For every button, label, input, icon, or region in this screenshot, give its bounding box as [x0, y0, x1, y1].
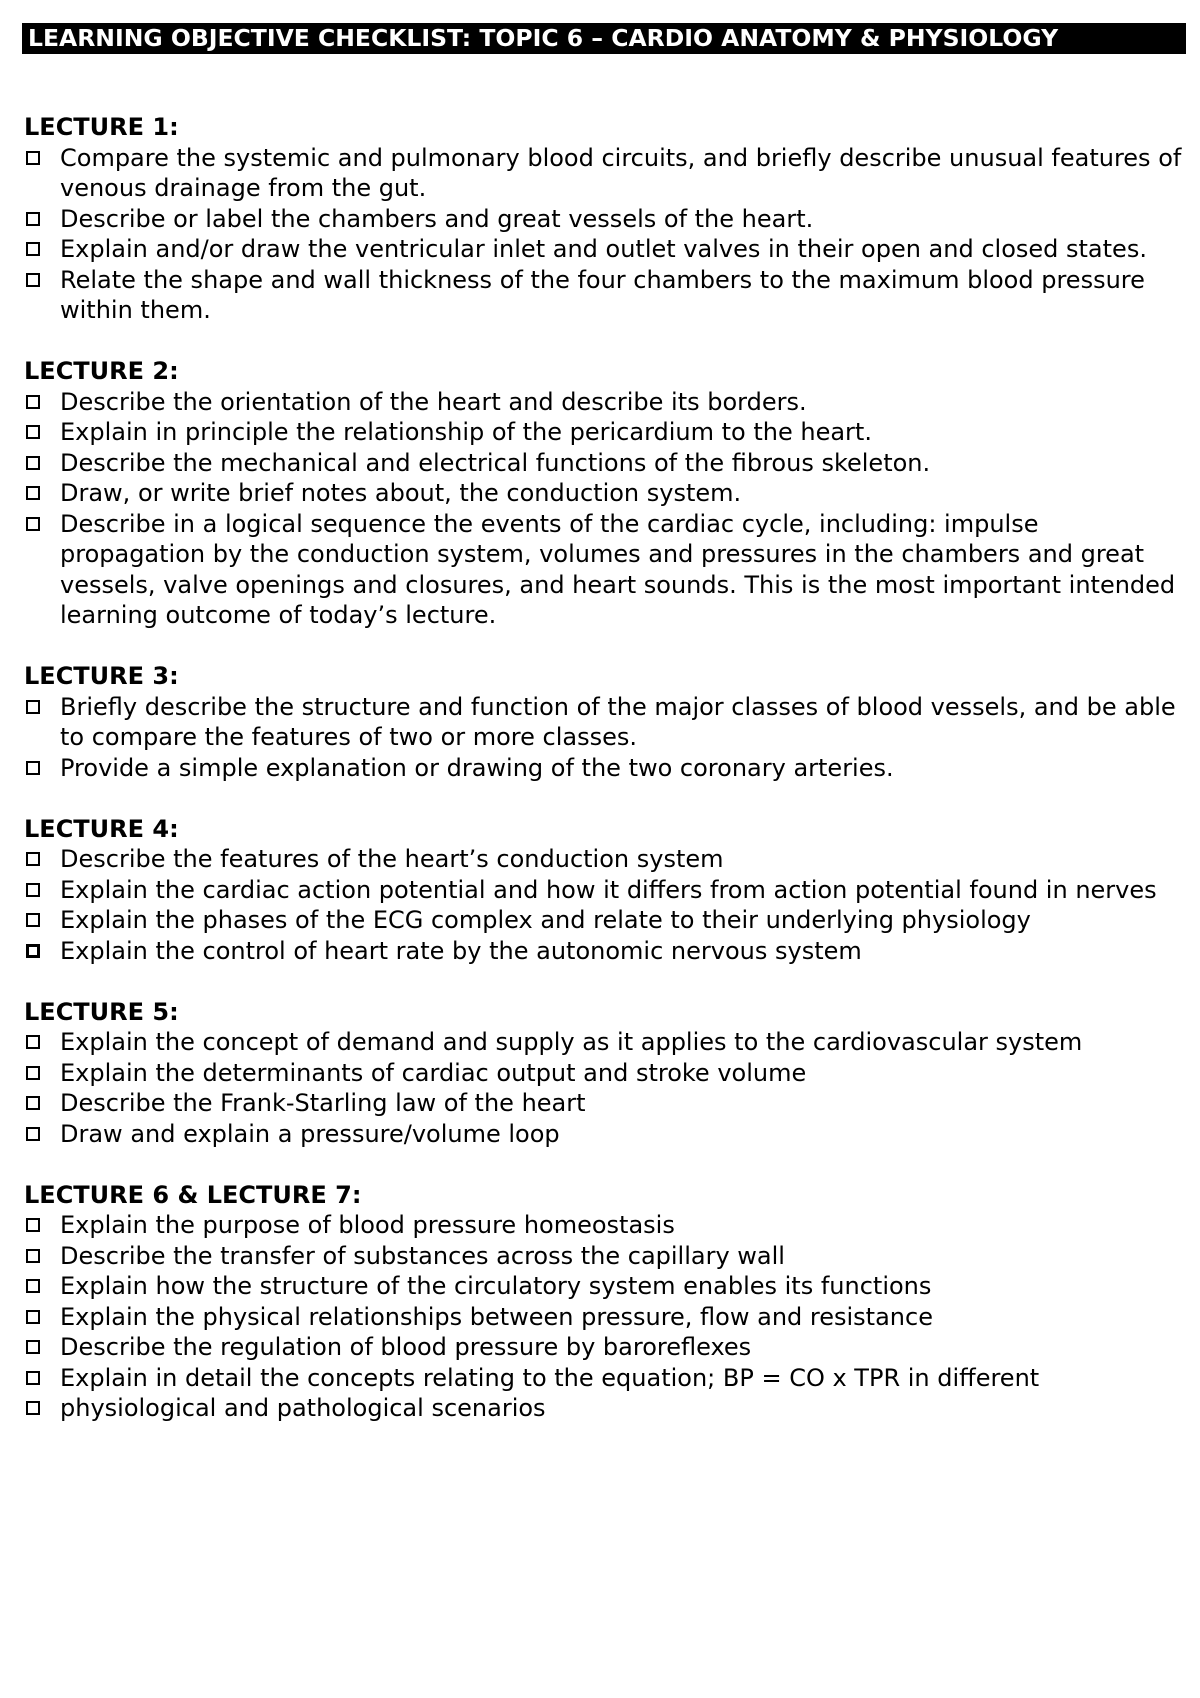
objective-text: Briefly describe the structure and function of the major classes of blood vessels, and be able to compare the features of two or more classes.: [60, 692, 1176, 751]
objective-item: [24, 1088, 1184, 1119]
checkbox-icon[interactable]: [26, 1066, 40, 1080]
objective-item: [24, 936, 1184, 967]
objective-text: Explain in principle the relationship of the pericardium to the heart.: [60, 418, 872, 446]
objective-item: [24, 753, 1184, 784]
objective-item: [24, 1271, 1184, 1302]
objective-text: Explain how the structure of the circulatory system enables its functions: [60, 1272, 932, 1300]
objective-text: Draw, or write brief notes about, the conduction system.: [60, 479, 742, 507]
objective-text: Explain the purpose of blood pressure homeostasis: [60, 1211, 675, 1239]
objective-text: Describe the orientation of the heart and describe its borders.: [60, 387, 807, 416]
objective-list: [24, 387, 1184, 631]
objective-text: Describe the Frank-Starling law of the heart: [60, 1089, 586, 1117]
objective-list: [24, 1027, 1184, 1149]
checkbox-icon[interactable]: [26, 1371, 40, 1385]
objective-item: [24, 1210, 1184, 1241]
objective-list: [24, 143, 1184, 326]
objective-text: Explain and/or draw the ventricular inlet and outlet valves in their open and closed states.: [60, 235, 1147, 263]
objective-item: [24, 1119, 1184, 1150]
objective-item: [24, 417, 1184, 448]
objective-item: [24, 1058, 1184, 1089]
checkbox-icon[interactable]: [26, 1340, 40, 1354]
objective-item: [24, 1393, 1184, 1424]
checkbox-icon[interactable]: [26, 761, 40, 775]
objective-item: [24, 509, 1184, 631]
objective-item: [24, 844, 1184, 875]
checkbox-icon[interactable]: [26, 1127, 40, 1141]
checkbox-icon[interactable]: [26, 1218, 40, 1232]
lecture-section: [24, 997, 1184, 1150]
section-heading: LECTURE 4:: [24, 814, 179, 843]
objective-text: Explain the phases of the ECG complex and relate to their underlying physiology: [60, 906, 1031, 934]
checkbox-icon[interactable]: [26, 212, 40, 226]
objective-text: Explain the concept of demand and supply as it applies to the cardiovascular system: [60, 1028, 1083, 1056]
objective-list: [24, 844, 1184, 966]
lecture-section: [24, 112, 1184, 326]
objective-item: [24, 875, 1184, 906]
objective-item: [24, 692, 1184, 753]
section-heading: LECTURE 3:: [24, 662, 179, 690]
checkbox-icon[interactable]: [26, 852, 40, 866]
checkbox-icon[interactable]: [26, 883, 40, 897]
objective-item: [24, 905, 1184, 936]
objective-text: Provide a simple explanation or drawing of the two coronary arteries.: [60, 753, 894, 782]
objective-item: [24, 265, 1184, 326]
section-heading: LECTURE 2:: [24, 357, 179, 385]
objective-item: [24, 478, 1184, 509]
objective-text: Explain in detail the concepts relating to the equation; BP = CO x TPR in different: [60, 1363, 1040, 1392]
checkbox-icon[interactable]: [26, 151, 40, 165]
objective-text: Relate the shape and wall thickness of the four chambers to the maximum blood pressure within them.: [60, 265, 1145, 324]
objective-text: Describe the mechanical and electrical functions of the fibrous skeleton.: [60, 448, 931, 477]
document-title: LEARNING OBJECTIVE CHECKLIST: TOPIC 6 – CARDIO ANATOMY & PHYSIOLOGY: [22, 23, 1186, 54]
checkbox-icon[interactable]: [26, 1310, 40, 1324]
checkbox-icon[interactable]: [26, 486, 40, 500]
objective-list: [24, 1210, 1184, 1424]
objective-item: [24, 204, 1184, 235]
objective-text: Draw and explain a pressure/volume loop: [60, 1119, 560, 1148]
checkbox-icon[interactable]: [26, 1096, 40, 1110]
checkbox-icon[interactable]: [26, 944, 40, 958]
objective-text: Explain the control of heart rate by the autonomic nervous system: [60, 936, 862, 965]
objective-item: [24, 1332, 1184, 1363]
checkbox-icon[interactable]: [26, 1279, 40, 1293]
section-heading: LECTURE 1:: [24, 113, 179, 141]
checkbox-icon[interactable]: [26, 1401, 40, 1415]
objective-list: [24, 692, 1184, 784]
objective-text: Explain the physical relationships between pressure, flow and resistance: [60, 1302, 933, 1331]
objective-item: [24, 1363, 1184, 1394]
objective-text: Describe the features of the heart’s conduction system: [60, 845, 724, 873]
checkbox-icon[interactable]: [26, 913, 40, 927]
objective-text: Explain the cardiac action potential and how it differs from action potential found in nerves: [60, 875, 1157, 904]
checkbox-icon[interactable]: [26, 1249, 40, 1263]
objective-item: [24, 448, 1184, 479]
lecture-section: [24, 356, 1184, 631]
objective-text: Describe the regulation of blood pressure by baroreflexes: [60, 1333, 752, 1361]
objective-item: [24, 1302, 1184, 1333]
checkbox-icon[interactable]: [26, 273, 40, 287]
checkbox-icon[interactable]: [26, 700, 40, 714]
checkbox-icon[interactable]: [26, 395, 40, 409]
objective-item: [24, 1027, 1184, 1058]
checkbox-icon[interactable]: [26, 1035, 40, 1049]
objective-item: [24, 387, 1184, 418]
checkbox-icon[interactable]: [26, 242, 40, 256]
checkbox-icon[interactable]: [26, 517, 40, 531]
objective-text: Describe the transfer of substances across the capillary wall: [60, 1241, 785, 1270]
lecture-section: [24, 661, 1184, 783]
checkbox-icon[interactable]: [26, 425, 40, 439]
objective-text: Compare the systemic and pulmonary blood circuits, and briefly describe unusual features of venous drainage from the gut.: [60, 143, 1182, 202]
objective-item: [24, 234, 1184, 265]
checklist-content: [24, 112, 1184, 1454]
objective-item: [24, 143, 1184, 204]
section-heading: LECTURE 6 & LECTURE 7:: [24, 1180, 362, 1209]
checkbox-icon[interactable]: [26, 456, 40, 470]
objective-item: [24, 1241, 1184, 1272]
objective-text: Describe or label the chambers and great vessels of the heart.: [60, 204, 814, 233]
objective-text: Describe in a logical sequence the events of the cardiac cycle, including: impulse propagation by the conduction system, volumes and pressures in the chambers and great vessels, valve openings and closures, and heart sounds. This is the most important intended learning outcome of today’s lecture.: [60, 509, 1176, 629]
objective-text: Explain the determinants of cardiac output and stroke volume: [60, 1058, 807, 1087]
lecture-section: [24, 814, 1184, 967]
objective-text: physiological and pathological scenarios: [60, 1394, 546, 1422]
section-heading: LECTURE 5:: [24, 997, 179, 1026]
lecture-section: [24, 1180, 1184, 1424]
